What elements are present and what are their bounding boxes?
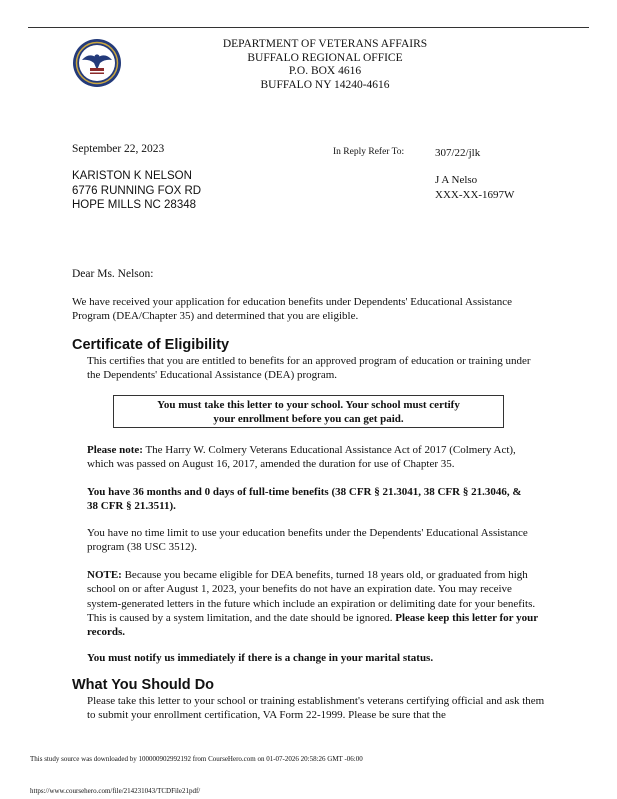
note-label: Please note: — [87, 444, 143, 456]
source-url[interactable]: https://www.coursehero.com/file/214231043/TCDFile21pdf/ — [30, 787, 201, 795]
expiration-note-paragraph — [87, 568, 542, 639]
va-seal-icon — [72, 38, 122, 88]
notice-line-1: You must take this letter to your school. Your school must certify — [157, 399, 460, 411]
header-line-3: P.O. BOX 4616 — [288, 65, 362, 78]
top-rule — [28, 27, 589, 28]
time-limit-paragraph: You have no time limit to use your education benefits under the Dependents' Educational Assistance program (38 USC 3512). — [87, 527, 528, 554]
note2-label: NOTE: — [87, 569, 122, 581]
school-notice-box — [113, 395, 504, 428]
salutation: Dear Ms. Nelson: — [72, 268, 154, 280]
reply-refer-label: In Reply Refer To: — [333, 147, 405, 157]
certificate-heading: Certificate of Eligibility — [72, 337, 230, 353]
header-line-1: DEPARTMENT OF VETERANS AFFAIRS — [222, 38, 428, 50]
colmery-note-paragraph — [87, 443, 532, 472]
certificate-paragraph: This certifies that you are entitled to benefits for an approved program of education or training under the Dependents' Educational Assistance (DEA) program. — [87, 355, 531, 382]
download-note: This study source was downloaded by 100000902992192 from CourseHero.com on 01-07-2026 20:58:26 GMT -06:00 — [30, 755, 363, 763]
marital-status-paragraph: You must notify us immediately if there is a change in your marital status. — [87, 652, 434, 664]
recipient-name: KARISTON K NELSON — [72, 170, 192, 182]
what-you-should-do-heading: What You Should Do — [72, 677, 215, 693]
letter-date: September 22, 2023 — [72, 143, 165, 155]
note-text: The Harry W. Colmery Veterans Educational Assistance Act of 2017 (Colmery Act), which was passed on August 16, 2017, amended the duration for use of Chapter 35. — [87, 444, 516, 471]
file-reference — [435, 173, 514, 202]
notice-line-2: your enrollment before you can get paid. — [213, 413, 404, 425]
note2-text: Because you became eligible for DEA benefits, turned 18 years old, or graduated from high school on or after August 1, 2023, your benefits do not have an expiration date. You may receive system-generated letters in the future which include an expiration or delimiting date for your benefits. This is caused by a system limitation, and the date should be ignored. — [87, 569, 536, 624]
what-you-should-do-paragraph: Please take this letter to your school or training establishment's veterans certifying official and ask them to submit your enrollment certification, VA Form 22-1999. Please be sure that the — [87, 695, 545, 722]
benefit-months-paragraph: You have 36 months and 0 days of full-time benefits (38 CFR § 21.3041, 38 CFR § 21.3046, & 38 CFR § 21.3511). — [87, 486, 522, 513]
header-line-4: BUFFALO NY 14240-4616 — [260, 78, 390, 91]
office-header — [160, 38, 490, 92]
recipient-city: HOPE MILLS NC 28348 — [72, 199, 197, 211]
intro-paragraph: We have received your application for education benefits under Dependents' Educational Assistance Program (DEA/Chapter 35) and determined that you are eligible. — [72, 296, 513, 323]
note2-bold: Please keep this letter for your records. — [87, 611, 538, 639]
header-line-2: BUFFALO REGIONAL OFFICE — [247, 51, 403, 64]
reply-refer-value: 307/22/jlk — [435, 147, 481, 159]
reference-name: J A Nelso — [435, 174, 478, 186]
reference-file-number: XXX-XX-1697W — [435, 188, 515, 201]
recipient-street: 6776 RUNNING FOX RD — [72, 184, 202, 197]
recipient-address — [72, 169, 201, 213]
